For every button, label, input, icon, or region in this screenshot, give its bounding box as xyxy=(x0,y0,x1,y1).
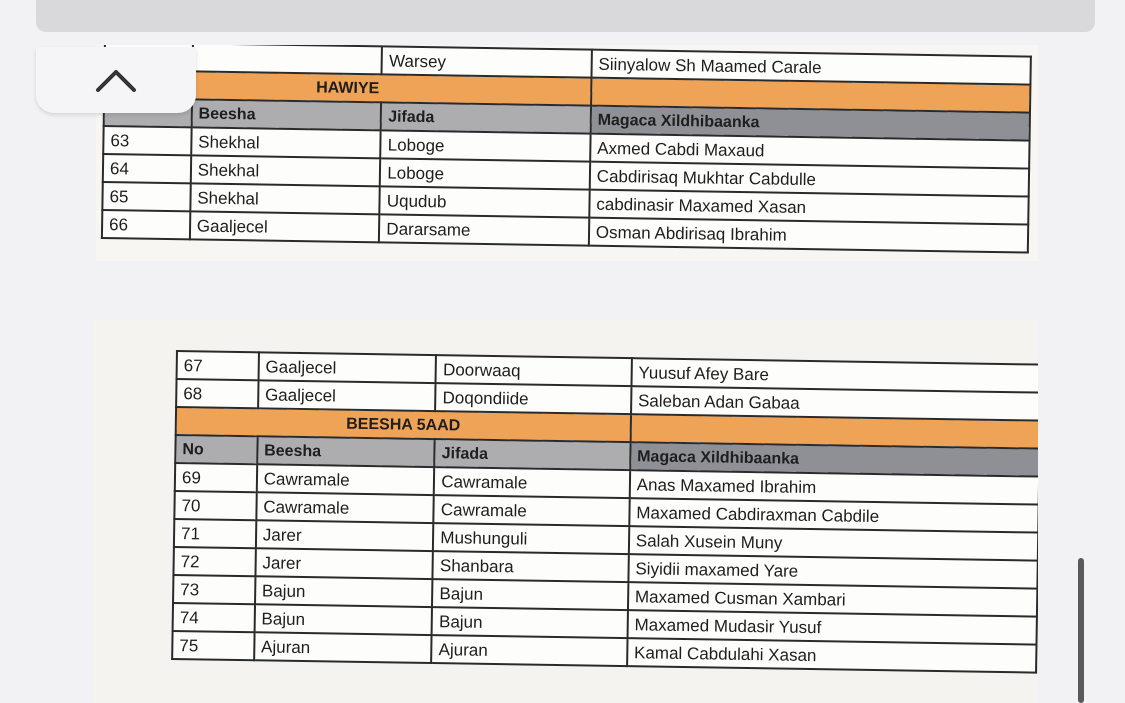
cell-number: 73 xyxy=(173,575,255,604)
image-table-beesha-5aad xyxy=(94,320,1038,703)
cell-beesha: Shekhal xyxy=(191,155,381,186)
cell-jifada: Dararsame xyxy=(379,214,589,245)
cell-name: Siyidii maxamed Yare xyxy=(628,554,1038,588)
scroll-to-top-button[interactable] xyxy=(36,47,196,113)
cell-jifada: Doorwaaq xyxy=(436,355,632,386)
header-number: No xyxy=(175,435,257,464)
cell-number: 67 xyxy=(177,351,259,380)
header-name: Magaca Xildhibaanka xyxy=(590,106,1030,141)
cell-jifada: Cawramale xyxy=(434,467,630,498)
header-beesha: Beesha xyxy=(257,436,435,467)
image-table-hawiye xyxy=(96,45,1038,261)
section-title: HAWIYE xyxy=(104,70,591,106)
cell-jifada: Warsey xyxy=(382,46,592,77)
cell-number: 69 xyxy=(175,463,257,492)
cell-name: Maxamed Cabdiraxman Cabdile xyxy=(629,498,1038,532)
cell-jifada: Ajuran xyxy=(431,635,627,666)
cell-number: 72 xyxy=(173,547,255,576)
cell-name: Siinyalow Sh Maamed Carale xyxy=(591,50,1031,85)
cell-name: Maxamed Mudasir Yusuf xyxy=(627,610,1037,644)
header-jifada: Jifada xyxy=(381,102,591,133)
cell-jifada: Shanbara xyxy=(433,551,629,582)
cell-beesha: Shekhal xyxy=(190,183,380,214)
cell-jifada: Mushunguli xyxy=(433,523,629,554)
header-name: Magaca Xildhibaanka xyxy=(630,442,1038,476)
cell-beesha: Jarer xyxy=(256,520,434,551)
table-hawiye xyxy=(101,45,1032,254)
cell-number: 75 xyxy=(172,631,254,660)
cell-number: 71 xyxy=(174,519,256,548)
cell-beesha: Gaaljecel xyxy=(258,352,436,383)
cell-name: Saleban Adan Gabaa xyxy=(631,386,1038,420)
vertical-scrollbar[interactable] xyxy=(1078,558,1084,703)
table-beesha-5aad xyxy=(171,350,1038,674)
cell-beesha: Gaaljecel xyxy=(190,211,380,242)
cell-number: 66 xyxy=(102,210,190,239)
cell-beesha: Cawramale xyxy=(256,492,434,523)
cell-beesha: Gaaljecel xyxy=(258,380,436,411)
cell-beesha: Shekhal xyxy=(191,127,381,158)
cell-number: 65 xyxy=(102,182,190,211)
cell-number: 64 xyxy=(103,154,191,183)
cell-number: 74 xyxy=(173,603,255,632)
cell-name: Salah Xusein Muny xyxy=(629,526,1038,560)
cell-name: Axmed Cabdi Maxaud xyxy=(590,134,1030,169)
cell-beesha: Ajuran xyxy=(254,632,432,663)
cell-beesha: Bajun xyxy=(255,576,433,607)
header-beesha: Beesha xyxy=(191,99,381,130)
section-title: BEESHA 5AAD xyxy=(176,407,631,442)
cell-jifada: Cawramale xyxy=(434,495,630,526)
cell-beesha: Bajun xyxy=(254,604,432,635)
cell-jifada: Doqondiide xyxy=(435,383,631,414)
chevron-up-icon xyxy=(94,66,138,94)
top-toolbar-strip xyxy=(36,0,1095,32)
cell-name: Maxamed Cusman Xambari xyxy=(628,582,1038,616)
cell-jifada: Bajun xyxy=(432,607,628,638)
cell-beesha: Cawramale xyxy=(257,464,435,495)
cell-beesha xyxy=(192,45,382,74)
cell-jifada: Bajun xyxy=(432,579,628,610)
cell-name: Anas Maxamed Ibrahim xyxy=(630,470,1038,504)
cell-number: 63 xyxy=(103,126,191,155)
cell-name: Cabdirisaq Mukhtar Cabdulle xyxy=(590,162,1030,197)
cell-jifada: Uqudub xyxy=(380,186,590,217)
cell-number: 70 xyxy=(174,491,256,520)
cell-number: 68 xyxy=(176,379,258,408)
cell-beesha: Jarer xyxy=(255,548,433,579)
cell-name: Kamal Cabdulahi Xasan xyxy=(627,638,1037,672)
header-jifada: Jifada xyxy=(435,439,631,470)
cell-name: cabdinasir Maxamed Xasan xyxy=(589,190,1029,225)
cell-name: Yuusuf Afey Bare xyxy=(631,358,1038,392)
cell-name: Osman Abdirisaq Ibrahim xyxy=(589,218,1029,253)
cell-jifada: Loboge xyxy=(381,130,591,161)
cell-jifada: Loboge xyxy=(380,158,590,189)
